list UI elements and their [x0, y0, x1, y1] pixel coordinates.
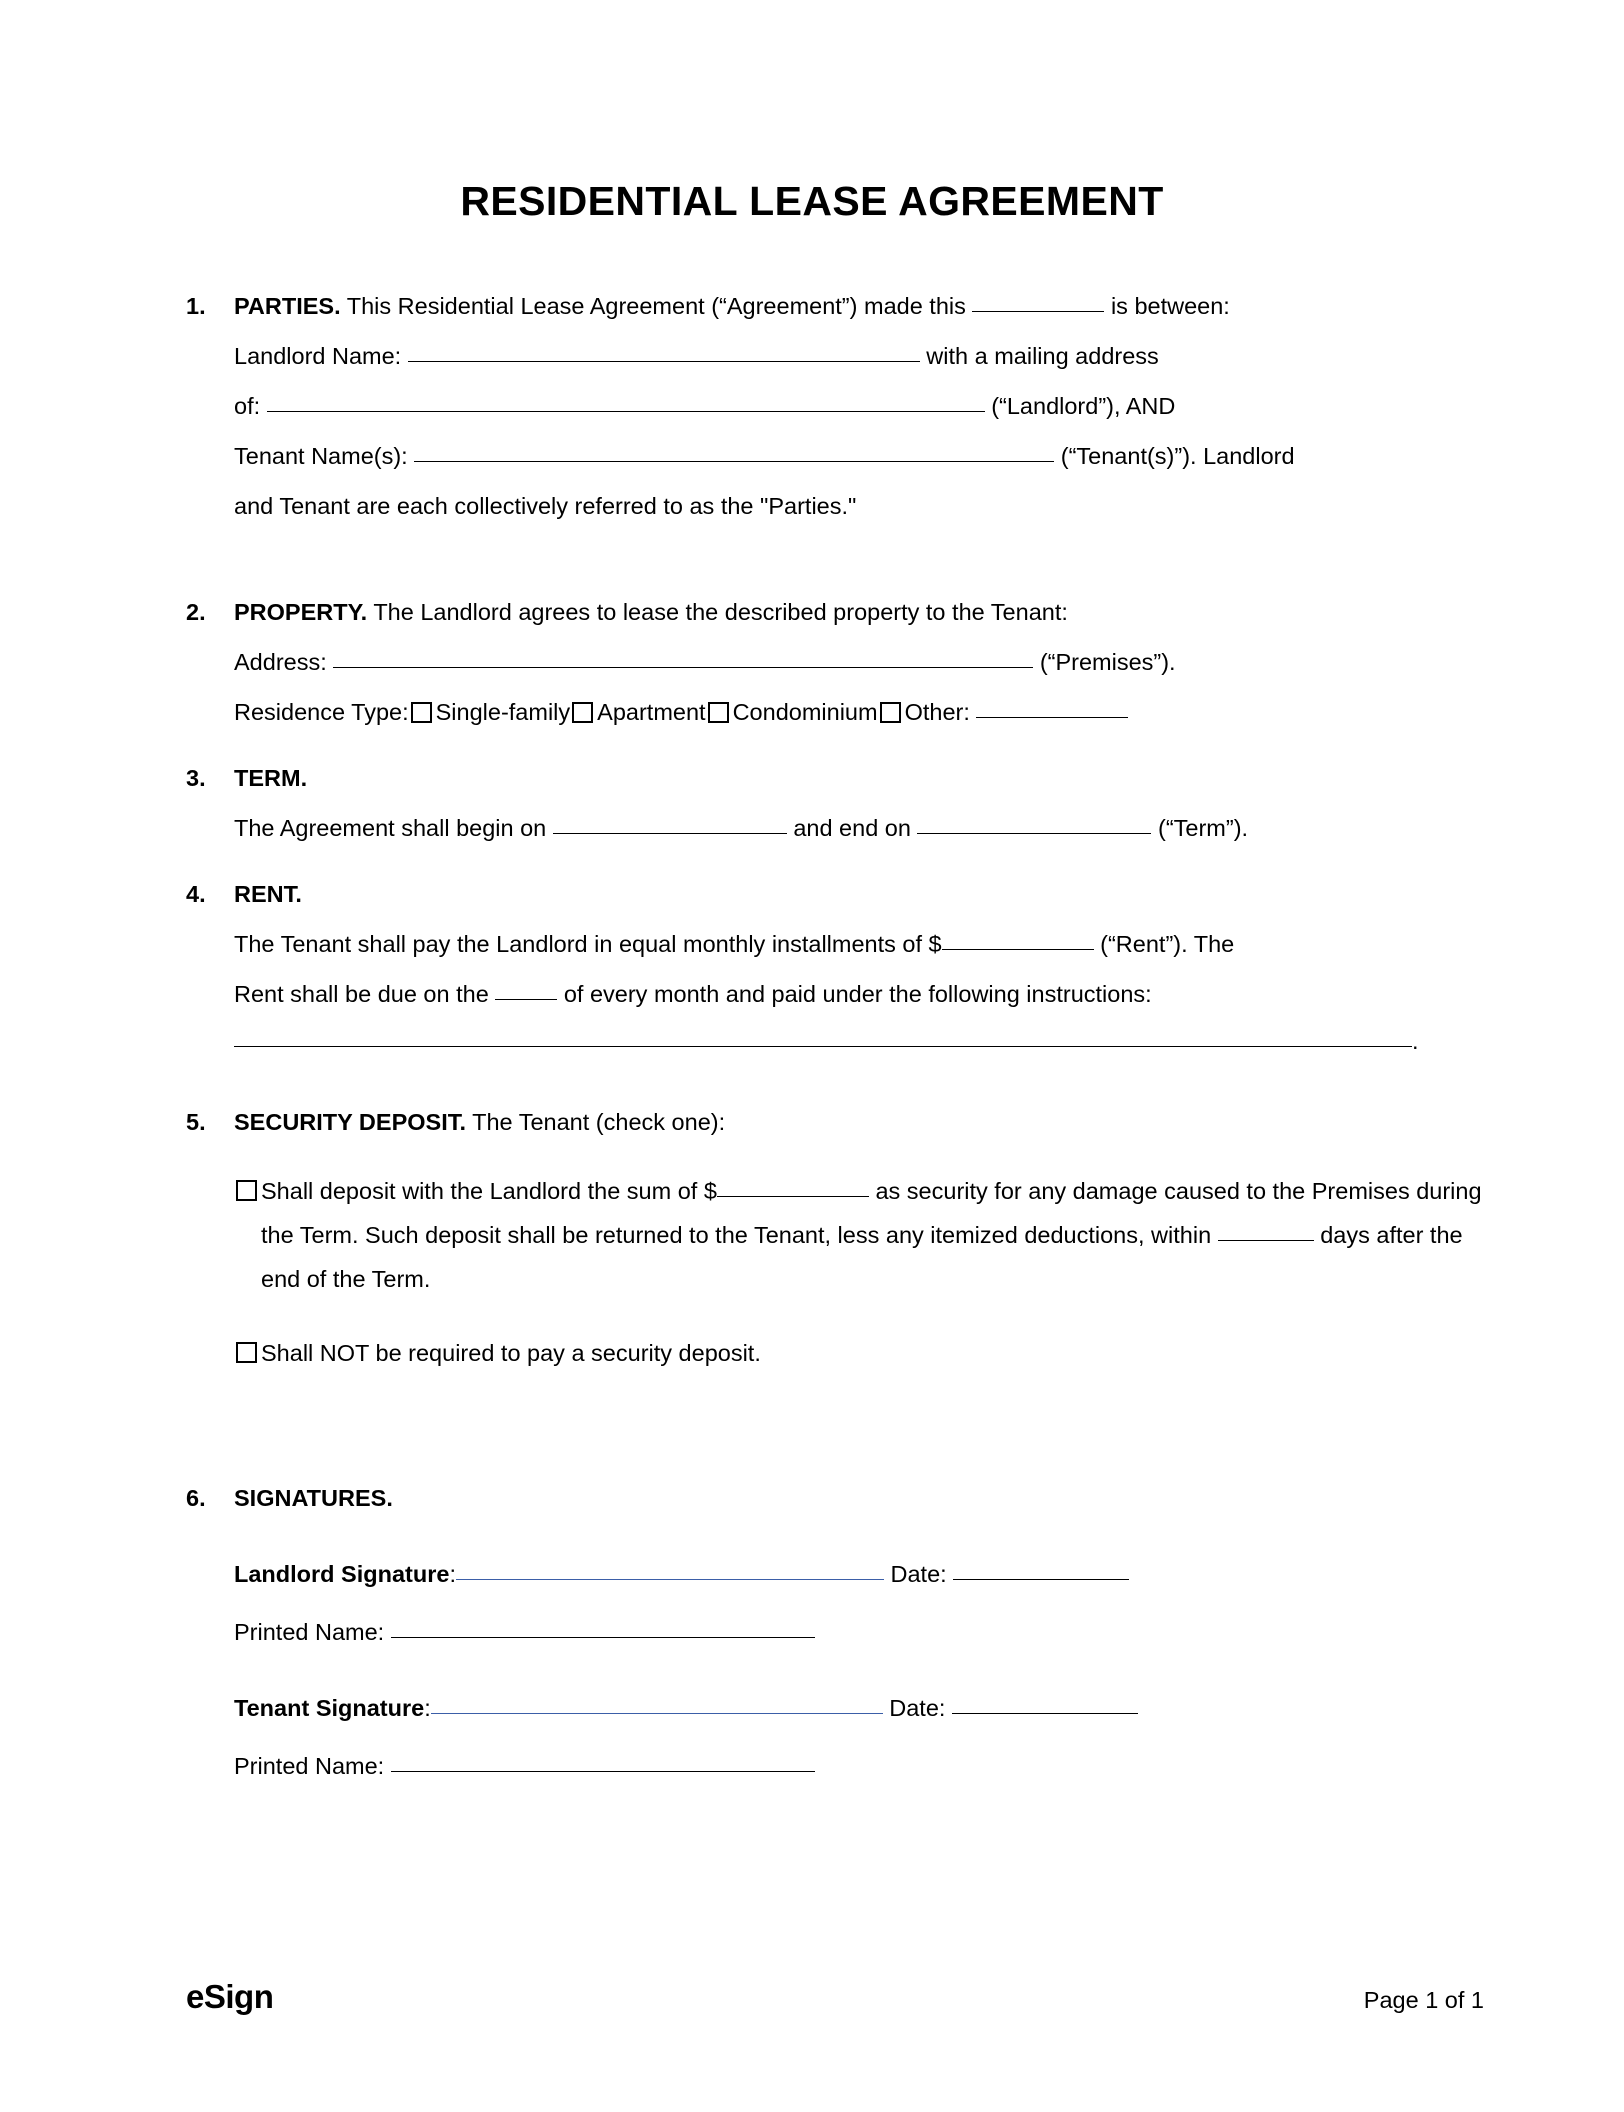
rent-due-day-field[interactable] — [495, 977, 557, 1000]
parties-line-5: and Tenant are each collectively referred to as the "Parties." — [234, 493, 857, 519]
landlord-printed-name-label: Printed Name: — [234, 1619, 385, 1645]
parties-line4-text-b: (“Tenant(s)”). Landlord — [1060, 443, 1295, 469]
term-suffix: (“Term”). — [1158, 815, 1249, 841]
clause-rent — [186, 869, 1484, 1063]
rent-line3-period: . — [1412, 1028, 1419, 1054]
landlord-printed-name-row — [234, 1603, 1484, 1661]
tenant-printed-name-row — [234, 1737, 1484, 1795]
tenant-signature-colon: : — [424, 1695, 431, 1721]
address-label: Address: — [234, 649, 327, 675]
deposit-return-days-field[interactable] — [1218, 1218, 1314, 1241]
property-intro: The Landlord agrees to lease the described property to the Tenant: — [373, 599, 1068, 625]
parties-line1-text-b: is between: — [1110, 293, 1230, 319]
signatures-heading: SIGNATURES. — [234, 1485, 393, 1511]
parties-heading: PARTIES. — [234, 293, 341, 319]
tenant-date-field[interactable] — [952, 1691, 1138, 1714]
term-dates-line — [234, 803, 1484, 853]
page-number: Page 1 of 1 — [1363, 1987, 1484, 2013]
checkbox-single-family[interactable] — [411, 702, 432, 723]
residence-type-label: Residence Type: — [234, 699, 409, 725]
term-begin-text: The Agreement shall begin on — [234, 815, 547, 841]
property-line-1 — [234, 587, 1484, 637]
parties-line-3 — [234, 381, 1484, 431]
landlord-signature-label: Landlord Signature — [234, 1561, 450, 1587]
landlord-address-label: of: — [234, 393, 261, 419]
parties-line2-text-b: with a mailing address — [926, 343, 1159, 369]
residence-type-line — [234, 687, 1484, 737]
clause-number: 3. — [186, 765, 206, 791]
premises-suffix: (“Premises”). — [1039, 649, 1176, 675]
other-residence-field[interactable] — [976, 695, 1128, 718]
rent-amount-text: The Tenant shall pay the Landlord in equal monthly installments of $ — [234, 931, 942, 957]
rent-instructions-field[interactable] — [234, 1024, 1412, 1047]
tenant-name-field[interactable] — [414, 439, 1054, 462]
landlord-printed-name-field[interactable] — [391, 1615, 815, 1638]
rent-heading-line — [234, 869, 1484, 919]
tenant-name-label: Tenant Name(s): — [234, 443, 408, 469]
deposit-amount-field[interactable] — [717, 1174, 869, 1197]
clause-signatures — [186, 1473, 1484, 1795]
option-single-family: Single-family — [435, 699, 571, 725]
deposit-required-text-b: as security for any damage caused to the Premises during the Term. Such deposit shall be returned to the Tenant, less any itemized deductions, within — [261, 1178, 1482, 1248]
tenant-date-label: Date: — [889, 1695, 946, 1721]
rent-instructions-text: of every month and paid under the following instructions: — [563, 981, 1152, 1007]
checkbox-apartment[interactable] — [572, 702, 593, 723]
option-apartment: Apartment — [597, 699, 706, 725]
option-condominium: Condominium — [732, 699, 878, 725]
rent-suffix: (“Rent”). The — [1100, 931, 1235, 957]
clause-parties — [186, 281, 1484, 531]
property-heading: PROPERTY. — [234, 599, 368, 625]
tenant-printed-name-field[interactable] — [391, 1749, 815, 1772]
term-begin-field[interactable] — [553, 811, 787, 834]
deposit-required-text-a: Shall deposit with the Landlord the sum of $ — [261, 1178, 717, 1204]
esign-logo: eSign — [186, 1978, 274, 2015]
property-address-line — [234, 637, 1484, 687]
page-footer — [0, 1978, 1624, 2016]
security-deposit-intro: The Tenant (check one): — [472, 1109, 726, 1135]
tenant-signature-row — [234, 1679, 1484, 1737]
security-deposit-heading-line — [234, 1097, 1484, 1147]
deposit-required-text-c: days after the end of the Term. — [261, 1222, 1463, 1292]
landlord-date-label: Date: — [890, 1561, 947, 1587]
signatures-heading-line — [234, 1473, 1484, 1523]
landlord-date-field[interactable] — [953, 1557, 1129, 1580]
page-title: RESIDENTIAL LEASE AGREEMENT — [460, 178, 1164, 224]
checkbox-no-deposit[interactable] — [236, 1342, 257, 1363]
rent-line-2 — [234, 969, 1484, 1019]
tenant-printed-name-label: Printed Name: — [234, 1753, 385, 1779]
term-end-text: and end on — [793, 815, 911, 841]
tenant-signature-field[interactable] — [431, 1691, 883, 1714]
rent-amount-field[interactable] — [942, 927, 1094, 950]
checkbox-deposit-required[interactable] — [236, 1180, 257, 1201]
clause-number: 4. — [186, 881, 206, 907]
parties-line-4 — [234, 431, 1484, 481]
security-deposit-heading: SECURITY DEPOSIT. — [234, 1109, 467, 1135]
clause-number: 5. — [186, 1109, 206, 1135]
landlord-signature-row — [234, 1545, 1484, 1603]
clause-number: 2. — [186, 599, 206, 625]
term-heading: TERM. — [234, 765, 308, 791]
rent-heading: RENT. — [234, 881, 302, 907]
clause-number: 6. — [186, 1485, 206, 1511]
premises-address-field[interactable] — [333, 645, 1033, 668]
term-end-field[interactable] — [917, 811, 1151, 834]
document-body — [0, 281, 1624, 1795]
checkbox-other[interactable] — [880, 702, 901, 723]
landlord-address-field[interactable] — [267, 389, 985, 412]
landlord-name-field[interactable] — [408, 339, 920, 362]
parties-line3-text-b: (“Landlord”), AND — [991, 393, 1176, 419]
rent-line-1 — [234, 919, 1484, 969]
clause-security-deposit — [186, 1097, 1484, 1375]
term-heading-line — [234, 753, 1484, 803]
security-deposit-option-1 — [234, 1169, 1484, 1301]
landlord-signature-field[interactable] — [456, 1557, 884, 1580]
landlord-signature-colon: : — [449, 1561, 456, 1587]
no-deposit-text: Shall NOT be required to pay a security deposit. — [261, 1340, 761, 1366]
parties-line-1 — [234, 281, 1484, 331]
clause-property — [186, 587, 1484, 737]
option-other: Other: — [904, 699, 970, 725]
agreement-date-field[interactable] — [972, 289, 1104, 312]
parties-line1-text-a: This Residential Lease Agreement (“Agreement”) made this — [346, 293, 966, 319]
clause-term — [186, 753, 1484, 853]
parties-line-2 — [234, 331, 1484, 381]
clause-number: 1. — [186, 293, 206, 319]
deposit-required-text — [261, 1169, 1484, 1301]
rent-line-3 — [234, 1019, 1484, 1063]
checkbox-condominium[interactable] — [708, 702, 729, 723]
landlord-name-label: Landlord Name: — [234, 343, 402, 369]
tenant-signature-label: Tenant Signature — [234, 1695, 425, 1721]
security-deposit-option-2 — [234, 1331, 1484, 1375]
rent-due-text: Rent shall be due on the — [234, 981, 489, 1007]
